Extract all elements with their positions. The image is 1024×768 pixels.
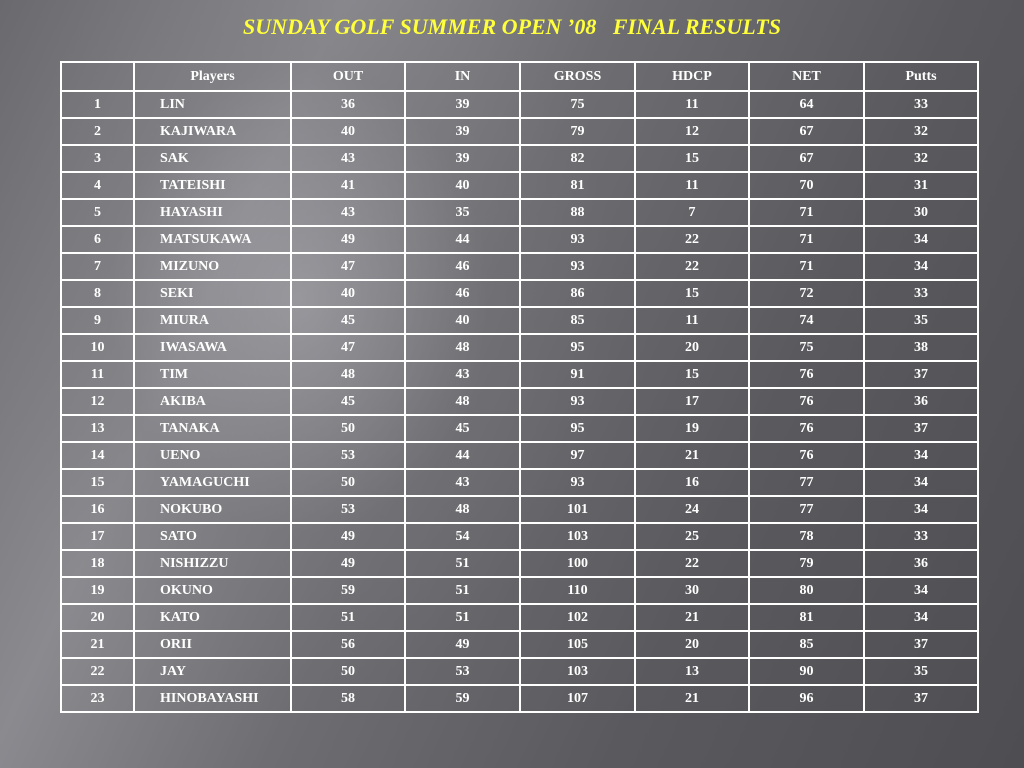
net-score: 70 <box>749 172 864 199</box>
in-score: 40 <box>405 307 520 334</box>
player-name: MIZUNO <box>134 253 291 280</box>
rank-cell: 10 <box>61 334 134 361</box>
putts-count: 32 <box>864 118 978 145</box>
net-score: 75 <box>749 334 864 361</box>
out-score: 53 <box>291 496 405 523</box>
gross-score: 103 <box>520 523 635 550</box>
hdcp-value: 22 <box>635 253 749 280</box>
gross-score: 93 <box>520 226 635 253</box>
hdcp-value: 24 <box>635 496 749 523</box>
player-name: SATO <box>134 523 291 550</box>
table-row <box>61 388 978 415</box>
putts-count: 35 <box>864 658 978 685</box>
player-name: MIURA <box>134 307 291 334</box>
player-name: UENO <box>134 442 291 469</box>
net-score: 71 <box>749 226 864 253</box>
putts-count: 34 <box>864 604 978 631</box>
in-score: 53 <box>405 658 520 685</box>
in-score: 48 <box>405 496 520 523</box>
rank-cell: 19 <box>61 577 134 604</box>
player-name: KATO <box>134 604 291 631</box>
table-row <box>61 658 978 685</box>
hdcp-value: 22 <box>635 226 749 253</box>
table-row <box>61 496 978 523</box>
net-score: 71 <box>749 253 864 280</box>
out-score: 40 <box>291 118 405 145</box>
player-name: KAJIWARA <box>134 118 291 145</box>
rank-cell: 22 <box>61 658 134 685</box>
in-score: 51 <box>405 550 520 577</box>
rank-cell: 7 <box>61 253 134 280</box>
net-score: 81 <box>749 604 864 631</box>
player-name: NOKUBO <box>134 496 291 523</box>
putts-count: 33 <box>864 280 978 307</box>
table-row <box>61 253 978 280</box>
gross-score: 107 <box>520 685 635 712</box>
rank-cell: 13 <box>61 415 134 442</box>
net-score: 64 <box>749 91 864 118</box>
gross-score: 88 <box>520 199 635 226</box>
gross-score: 95 <box>520 415 635 442</box>
out-score: 59 <box>291 577 405 604</box>
table-row <box>61 523 978 550</box>
table-row <box>61 469 978 496</box>
in-score: 43 <box>405 361 520 388</box>
putts-count: 37 <box>864 685 978 712</box>
net-score: 76 <box>749 361 864 388</box>
gross-score: 91 <box>520 361 635 388</box>
hdcp-value: 21 <box>635 685 749 712</box>
hdcp-value: 22 <box>635 550 749 577</box>
putts-count: 34 <box>864 577 978 604</box>
rank-cell: 17 <box>61 523 134 550</box>
gross-score: 85 <box>520 307 635 334</box>
rank-cell: 23 <box>61 685 134 712</box>
out-score: 45 <box>291 307 405 334</box>
hdcp-value: 15 <box>635 280 749 307</box>
putts-count: 31 <box>864 172 978 199</box>
in-header: IN <box>405 62 520 91</box>
rank-cell: 9 <box>61 307 134 334</box>
in-score: 43 <box>405 469 520 496</box>
table-row <box>61 685 978 712</box>
hdcp-value: 15 <box>635 361 749 388</box>
player-name: OKUNO <box>134 577 291 604</box>
table-row <box>61 577 978 604</box>
in-score: 51 <box>405 577 520 604</box>
putts-count: 36 <box>864 388 978 415</box>
in-score: 46 <box>405 280 520 307</box>
gross-score: 103 <box>520 658 635 685</box>
rank-cell: 1 <box>61 91 134 118</box>
out-score: 43 <box>291 199 405 226</box>
in-score: 54 <box>405 523 520 550</box>
table-row <box>61 307 978 334</box>
out-score: 49 <box>291 550 405 577</box>
out-score: 47 <box>291 253 405 280</box>
net-score: 85 <box>749 631 864 658</box>
out-score: 41 <box>291 172 405 199</box>
player-name: TATEISHI <box>134 172 291 199</box>
results-body <box>61 91 978 712</box>
hdcp-value: 20 <box>635 334 749 361</box>
putts-count: 34 <box>864 226 978 253</box>
hdcp-value: 19 <box>635 415 749 442</box>
in-score: 39 <box>405 91 520 118</box>
putts-count: 38 <box>864 334 978 361</box>
hdcp-value: 17 <box>635 388 749 415</box>
rank-cell: 21 <box>61 631 134 658</box>
net-score: 76 <box>749 442 864 469</box>
player-name: IWASAWA <box>134 334 291 361</box>
in-score: 44 <box>405 442 520 469</box>
table-row <box>61 442 978 469</box>
table-row <box>61 361 978 388</box>
putts-count: 32 <box>864 145 978 172</box>
out-score: 50 <box>291 415 405 442</box>
net-score: 77 <box>749 469 864 496</box>
gross-score: 81 <box>520 172 635 199</box>
player-name: HAYASHI <box>134 199 291 226</box>
rank-cell: 3 <box>61 145 134 172</box>
putts-count: 37 <box>864 631 978 658</box>
putts-count: 34 <box>864 253 978 280</box>
page-title: SUNDAY GOLF SUMMER OPEN ’08 FINAL RESULTS <box>243 14 781 39</box>
out-score: 45 <box>291 388 405 415</box>
gross-score: 102 <box>520 604 635 631</box>
gross-score: 105 <box>520 631 635 658</box>
gross-score: 93 <box>520 253 635 280</box>
gross-score: 86 <box>520 280 635 307</box>
rank-cell: 5 <box>61 199 134 226</box>
table-row <box>61 145 978 172</box>
hdcp-value: 11 <box>635 172 749 199</box>
rank-cell: 4 <box>61 172 134 199</box>
results-table <box>60 61 979 713</box>
rank-cell: 16 <box>61 496 134 523</box>
rank-cell: 14 <box>61 442 134 469</box>
hdcp-value: 15 <box>635 145 749 172</box>
putts-count: 30 <box>864 199 978 226</box>
hdcp-value: 25 <box>635 523 749 550</box>
rank-cell: 18 <box>61 550 134 577</box>
table-row <box>61 280 978 307</box>
player-name: SAK <box>134 145 291 172</box>
out-score: 49 <box>291 226 405 253</box>
out-score: 40 <box>291 280 405 307</box>
player-name: AKIBA <box>134 388 291 415</box>
net-header: NET <box>749 62 864 91</box>
out-score: 49 <box>291 523 405 550</box>
putts-count: 37 <box>864 415 978 442</box>
player-name: NISHIZZU <box>134 550 291 577</box>
player-name: TANAKA <box>134 415 291 442</box>
gross-score: 95 <box>520 334 635 361</box>
players-header: Players <box>134 62 291 91</box>
net-score: 90 <box>749 658 864 685</box>
in-score: 44 <box>405 226 520 253</box>
rank-header <box>61 62 134 91</box>
table-row <box>61 550 978 577</box>
in-score: 48 <box>405 388 520 415</box>
gross-score: 75 <box>520 91 635 118</box>
putts-count: 34 <box>864 442 978 469</box>
putts-count: 35 <box>864 307 978 334</box>
player-name: MATSUKAWA <box>134 226 291 253</box>
putts-count: 33 <box>864 91 978 118</box>
net-score: 78 <box>749 523 864 550</box>
gross-score: 100 <box>520 550 635 577</box>
in-score: 48 <box>405 334 520 361</box>
net-score: 67 <box>749 118 864 145</box>
in-score: 59 <box>405 685 520 712</box>
hdcp-value: 21 <box>635 442 749 469</box>
hdcp-header: HDCP <box>635 62 749 91</box>
in-score: 46 <box>405 253 520 280</box>
table-row <box>61 172 978 199</box>
gross-score: 82 <box>520 145 635 172</box>
net-score: 79 <box>749 550 864 577</box>
putts-count: 34 <box>864 496 978 523</box>
player-name: SEKI <box>134 280 291 307</box>
rank-cell: 12 <box>61 388 134 415</box>
player-name: LIN <box>134 91 291 118</box>
net-score: 76 <box>749 415 864 442</box>
putts-count: 37 <box>864 361 978 388</box>
table-row <box>61 199 978 226</box>
out-score: 50 <box>291 658 405 685</box>
net-score: 71 <box>749 199 864 226</box>
gross-score: 97 <box>520 442 635 469</box>
hdcp-value: 20 <box>635 631 749 658</box>
putts-count: 36 <box>864 550 978 577</box>
out-score: 56 <box>291 631 405 658</box>
net-score: 80 <box>749 577 864 604</box>
out-score: 53 <box>291 442 405 469</box>
gross-score: 93 <box>520 469 635 496</box>
rank-cell: 20 <box>61 604 134 631</box>
hdcp-value: 16 <box>635 469 749 496</box>
out-header: OUT <box>291 62 405 91</box>
net-score: 76 <box>749 388 864 415</box>
gross-header: GROSS <box>520 62 635 91</box>
hdcp-value: 11 <box>635 307 749 334</box>
putts-count: 33 <box>864 523 978 550</box>
in-score: 39 <box>405 145 520 172</box>
player-name: HINOBAYASHI <box>134 685 291 712</box>
in-score: 49 <box>405 631 520 658</box>
table-row <box>61 226 978 253</box>
out-score: 58 <box>291 685 405 712</box>
out-score: 43 <box>291 145 405 172</box>
rank-cell: 11 <box>61 361 134 388</box>
hdcp-value: 12 <box>635 118 749 145</box>
net-score: 72 <box>749 280 864 307</box>
rank-cell: 8 <box>61 280 134 307</box>
rank-cell: 2 <box>61 118 134 145</box>
out-score: 50 <box>291 469 405 496</box>
out-score: 36 <box>291 91 405 118</box>
net-score: 77 <box>749 496 864 523</box>
out-score: 51 <box>291 604 405 631</box>
gross-score: 101 <box>520 496 635 523</box>
putts-header: Putts <box>864 62 978 91</box>
table-row <box>61 118 978 145</box>
in-score: 45 <box>405 415 520 442</box>
in-score: 35 <box>405 199 520 226</box>
hdcp-value: 7 <box>635 199 749 226</box>
header-row <box>61 62 978 91</box>
rank-cell: 15 <box>61 469 134 496</box>
table-row <box>61 604 978 631</box>
gross-score: 110 <box>520 577 635 604</box>
player-name: TIM <box>134 361 291 388</box>
hdcp-value: 11 <box>635 91 749 118</box>
gross-score: 79 <box>520 118 635 145</box>
hdcp-value: 21 <box>635 604 749 631</box>
in-score: 51 <box>405 604 520 631</box>
in-score: 40 <box>405 172 520 199</box>
out-score: 47 <box>291 334 405 361</box>
putts-count: 34 <box>864 469 978 496</box>
rank-cell: 6 <box>61 226 134 253</box>
player-name: JAY <box>134 658 291 685</box>
out-score: 48 <box>291 361 405 388</box>
table-row <box>61 334 978 361</box>
table-row <box>61 91 978 118</box>
table-row <box>61 415 978 442</box>
hdcp-value: 30 <box>635 577 749 604</box>
net-score: 96 <box>749 685 864 712</box>
player-name: YAMAGUCHI <box>134 469 291 496</box>
net-score: 74 <box>749 307 864 334</box>
net-score: 67 <box>749 145 864 172</box>
table-row <box>61 631 978 658</box>
player-name: ORII <box>134 631 291 658</box>
gross-score: 93 <box>520 388 635 415</box>
in-score: 39 <box>405 118 520 145</box>
hdcp-value: 13 <box>635 658 749 685</box>
